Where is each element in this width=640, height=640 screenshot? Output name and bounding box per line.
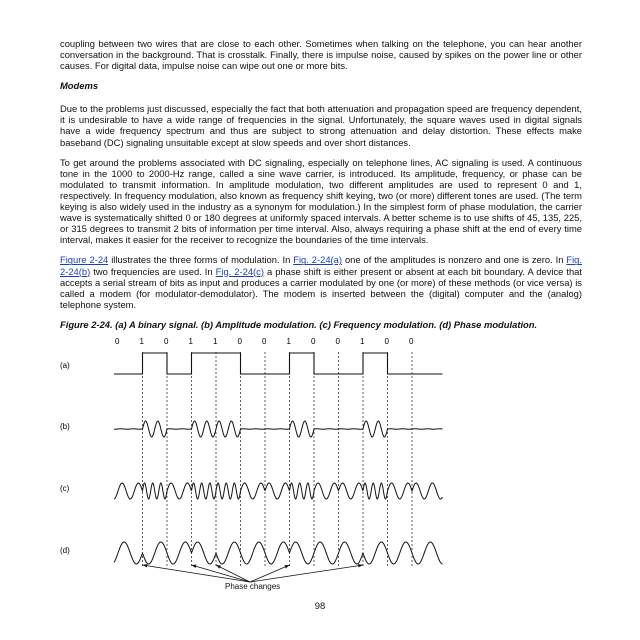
row-label: (d)	[60, 546, 70, 555]
phase-change-arrow	[250, 565, 290, 582]
row-labels	[60, 361, 70, 555]
row-label: (a)	[60, 361, 70, 370]
paragraph-frequency-problems: Due to the problems just discussed, especially the fact that both attenuation and propagation speed are frequency dependent, it is undesirable to have a wide range of frequencies in the signal. Unfortunately, the square waves used in digital signals have a wide frequency spectrum and thus are subject to strong attenuation and delay distortion. These effects make baseband (DC) signaling unsuitable except at slow speeds and over short distances.	[60, 103, 582, 148]
paragraph-ac-signaling: To get around the problems associated with DC signaling, especially on telephone lines, AC signaling is used. A continuous tone in the 1000 to 2000-Hz range, called a sine wave carrier, is introduced. Its amplitude, frequency, or phase can be modulated to transmit information. In amplitude modulation, two different amplitudes are used to represent 0 and 1, respectively. In frequency modulation, also known as frequency shift keying, two (or more) different tones are used. (The term keying is also widely used in the industry as a synonym for modulation.) In the simplest form of phase modulation, the carrier wave is systematically shifted 0 or 180 degrees at uniformly spaced intervals. A better scheme is to use shifts of 45, 135, 225, or 315 degrees to transmit 2 bits of information per time interval. Also, always requiring a phase shift at the end of every time interval, makes it easier for the receiver to recognize the boundaries of the time intervals.	[60, 156, 582, 246]
bit-label: 1	[139, 337, 144, 346]
arrow-head	[143, 564, 148, 567]
bit-label: 0	[311, 337, 316, 346]
page-content	[60, 38, 582, 330]
text-segment: two frequencies are used. In	[90, 265, 216, 277]
phase-change-arrow	[250, 565, 363, 582]
modulation-figure	[60, 336, 582, 598]
text-segment: one of the amplitudes is nonzero and one is zero. In	[342, 254, 567, 266]
paragraph-figure-description	[60, 254, 582, 309]
arrow-head	[216, 565, 221, 569]
frequency-modulation-waveform	[114, 483, 442, 499]
bit-label: 0	[115, 337, 120, 346]
bit-label: 0	[409, 337, 414, 346]
link-figure-2-24[interactable]: Figure 2-24	[60, 254, 109, 266]
bit-label: 0	[164, 337, 169, 346]
link-fig-2-24c[interactable]: Fig. 2-24(c)	[215, 265, 264, 277]
link-fig-2-24b[interactable]: Fig. 2-24(b)	[60, 254, 582, 277]
phase-change-arrows	[143, 564, 364, 582]
text-segment: a phase shift is either present or absent at each bit boundary. A device that accepts a serial stream of bits as input and produces a carrier modulated by one (or more) of these methods (or vice versa) is called a modem (for modulator-demodulator). The modem is inserted between the (digital) computer and the (analog) telephone system.	[60, 265, 583, 310]
arrow-head	[358, 564, 363, 567]
bit-label: 0	[237, 337, 242, 346]
bit-label: 1	[213, 337, 218, 346]
section-heading-modems: Modems	[60, 80, 99, 92]
phase-modulation-waveform	[114, 542, 442, 564]
bit-label: 0	[384, 337, 389, 346]
bit-label: 1	[360, 337, 365, 346]
bit-label: 1	[188, 337, 193, 346]
bit-label: 1	[286, 337, 291, 346]
text-segment: illustrates the three forms of modulation. In	[108, 254, 294, 266]
bit-label: 0	[262, 337, 267, 346]
page-number: 98	[314, 600, 326, 611]
amplitude-modulation-waveform	[114, 421, 443, 437]
phase-changes-label: Phase changes	[225, 582, 281, 591]
link-fig-2-24a[interactable]: Fig. 2-24(a)	[293, 254, 343, 266]
bit-boundary-lines	[143, 352, 413, 568]
row-label: (b)	[60, 422, 70, 431]
arrow-head	[192, 565, 197, 568]
binary-signal-waveform	[114, 353, 443, 374]
figure-caption: Figure 2-24. (a) A binary signal. (b) Amplitude modulation. (c) Frequency modulation. (d) Phase modulation.	[60, 318, 538, 330]
arrow-head	[285, 565, 290, 568]
row-label: (c)	[60, 484, 70, 493]
bit-label: 0	[335, 337, 340, 346]
paragraph-crosstalk: coupling between two wires that are close to each other. Sometimes when talking on the telephone, you can hear another conversation in the background. That is crosstalk. Finally, there is impulse noise, caused by spikes on the power line or other causes. For digital data, impulse noise can wipe out one or more bits.	[60, 38, 582, 72]
bit-labels	[115, 337, 414, 346]
